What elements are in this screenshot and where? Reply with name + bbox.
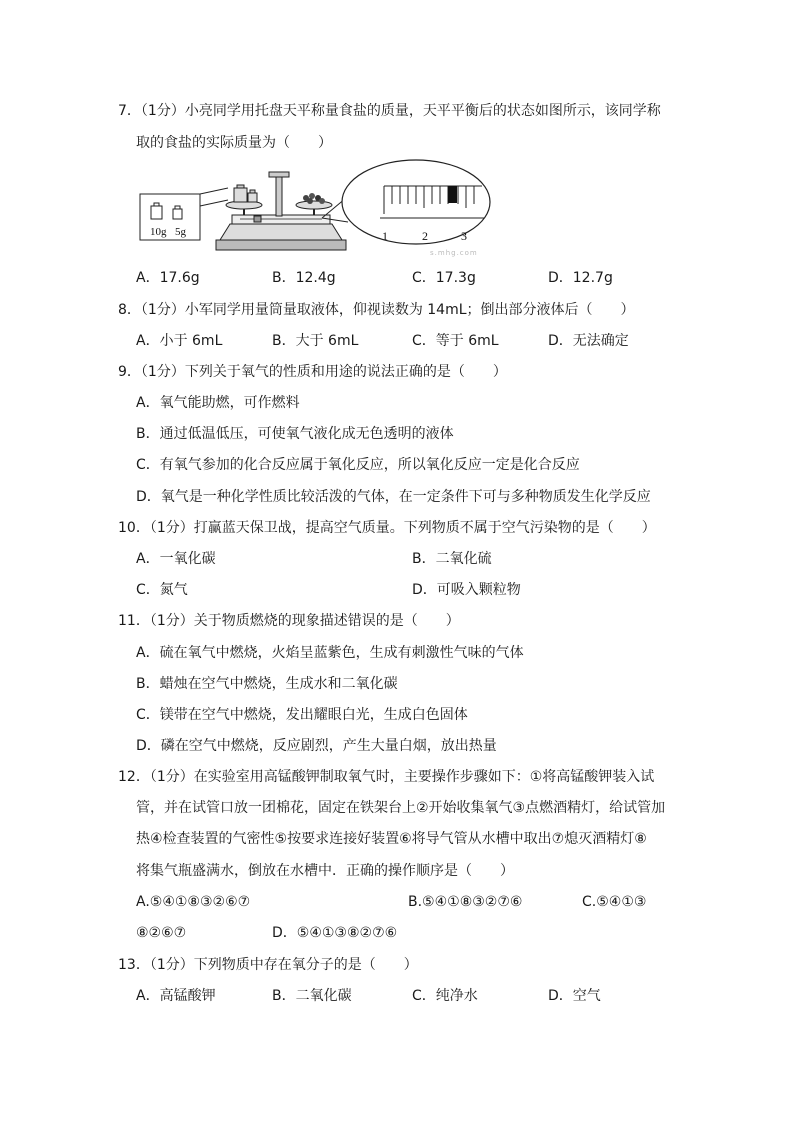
scale-tick-2: 2 [422, 229, 428, 243]
q9-option-d[interactable]: D．氧气是一种化学性质比较活泼的气体，在一定条件下可与多种物质发生化学反应 [136, 489, 651, 505]
scale-tick-3: 3 [461, 229, 467, 243]
q10-option-a[interactable]: A．一氧化碳 [136, 551, 216, 567]
q9-option-a[interactable]: A．氧气能助燃，可作燃料 [136, 395, 300, 411]
q7-option-d[interactable]: D．12.7g [548, 270, 613, 286]
q8-option-d[interactable]: D．无法确定 [548, 333, 629, 349]
q10-option-d[interactable]: D．可吸入颗粒物 [412, 582, 521, 598]
q11-option-b[interactable]: B．蜡烛在空气中燃烧，生成水和二氧化碳 [136, 676, 398, 692]
q11-stem: 11．（1分）关于物质燃烧的现象描述错误的是（ ） [118, 613, 460, 629]
q12-option-d[interactable]: D．⑤④①③⑧②⑦⑥ [272, 925, 398, 941]
q9-stem: 9．（1分）下列关于氧气的性质和用途的说法正确的是（ ） [118, 364, 507, 380]
q9-option-c[interactable]: C．有氧气参加的化合反应属于氧化反应，所以氧化反应一定是化合反应 [136, 457, 580, 473]
q13-option-b[interactable]: B．二氧化碳 [272, 988, 352, 1004]
rider [448, 186, 457, 203]
q12-option-c[interactable]: C.⑤④①③ [582, 894, 647, 910]
q9-option-b[interactable]: B．通过低温低压，可使氧气液化成无色透明的液体 [136, 426, 454, 442]
q12-stem-line2: 管，并在试管口放一团棉花，固定在铁架台上②开始收集氧气③点燃酒精灯，给试管加 [136, 800, 666, 816]
watermark: s.mhg.com [430, 249, 478, 257]
q8-stem: 8．（1分）小军同学用量筒量取液体，仰视读数为 14mL；倒出部分液体后（ ） [118, 302, 635, 318]
q12-stem-line1: 12．（1分）在实验室用高锰酸钾制取氧气时，主要操作步骤如下：①将高锰酸钾装入试 [118, 769, 655, 785]
q12-option-b[interactable]: B.⑤④①⑧③②⑦⑥ [408, 894, 523, 910]
q11-option-d[interactable]: D．磷在空气中燃烧，反应剧烈，产生大量白烟，放出热量 [136, 738, 497, 754]
q11-option-c[interactable]: C．镁带在空气中燃烧，发出耀眼白光，生成白色固体 [136, 707, 468, 723]
q13-stem: 13．（1分）下列物质中存在氧分子的是（ ） [118, 957, 418, 973]
q7-option-c[interactable]: C．17.3g [412, 270, 476, 286]
q7-option-a[interactable]: A．17.6g [136, 270, 200, 286]
q13-option-a[interactable]: A．高锰酸钾 [136, 988, 216, 1004]
q8-option-b[interactable]: B．大于 6mL [272, 333, 359, 349]
q10-option-c[interactable]: C．氮气 [136, 582, 188, 598]
scale-tick-1: 1 [382, 229, 388, 243]
q13-option-c[interactable]: C．纯净水 [412, 988, 478, 1004]
weight-5g-label: 5g [175, 226, 186, 238]
q12-stem-line4: 将集气瓶盛满水，倒放在水槽中．正确的操作顺序是（ ） [136, 863, 514, 879]
q13-option-d[interactable]: D．空气 [548, 988, 601, 1004]
q12-stem-line3: 热④检查装置的气密性⑤按要求连接好装置⑥将导气管从水槽中取出⑦熄灭酒精灯⑧ [136, 831, 647, 847]
q12-option-a[interactable]: A.⑤④①⑧③②⑥⑦ [136, 894, 251, 910]
q10-option-b[interactable]: B．二氧化硫 [412, 551, 492, 567]
weight-10g-label: 10g [150, 226, 167, 238]
q8-option-a[interactable]: A．小于 6mL [136, 333, 223, 349]
q10-stem: 10．（1分）打赢蓝天保卫战，提高空气质量。下列物质不属于空气污染物的是（ ） [118, 520, 656, 536]
q7-stem-line2: 取的食盐的实际质量为（ ） [136, 135, 332, 151]
q11-option-a[interactable]: A．硫在氧气中燃烧，火焰呈蓝紫色，生成有刺激性气味的气体 [136, 645, 524, 661]
q7-option-b[interactable]: B．12.4g [272, 270, 336, 286]
q8-option-c[interactable]: C．等于 6mL [412, 333, 499, 349]
q12-option-c-continued[interactable]: ⑧②⑥⑦ [136, 925, 187, 941]
balance-scale [216, 172, 346, 250]
balance-figure [136, 158, 506, 258]
q7-stem-line1: 7．（1分）小亮同学用托盘天平称量食盐的质量，天平平衡后的状态如图所示，该同学称 [118, 103, 661, 119]
